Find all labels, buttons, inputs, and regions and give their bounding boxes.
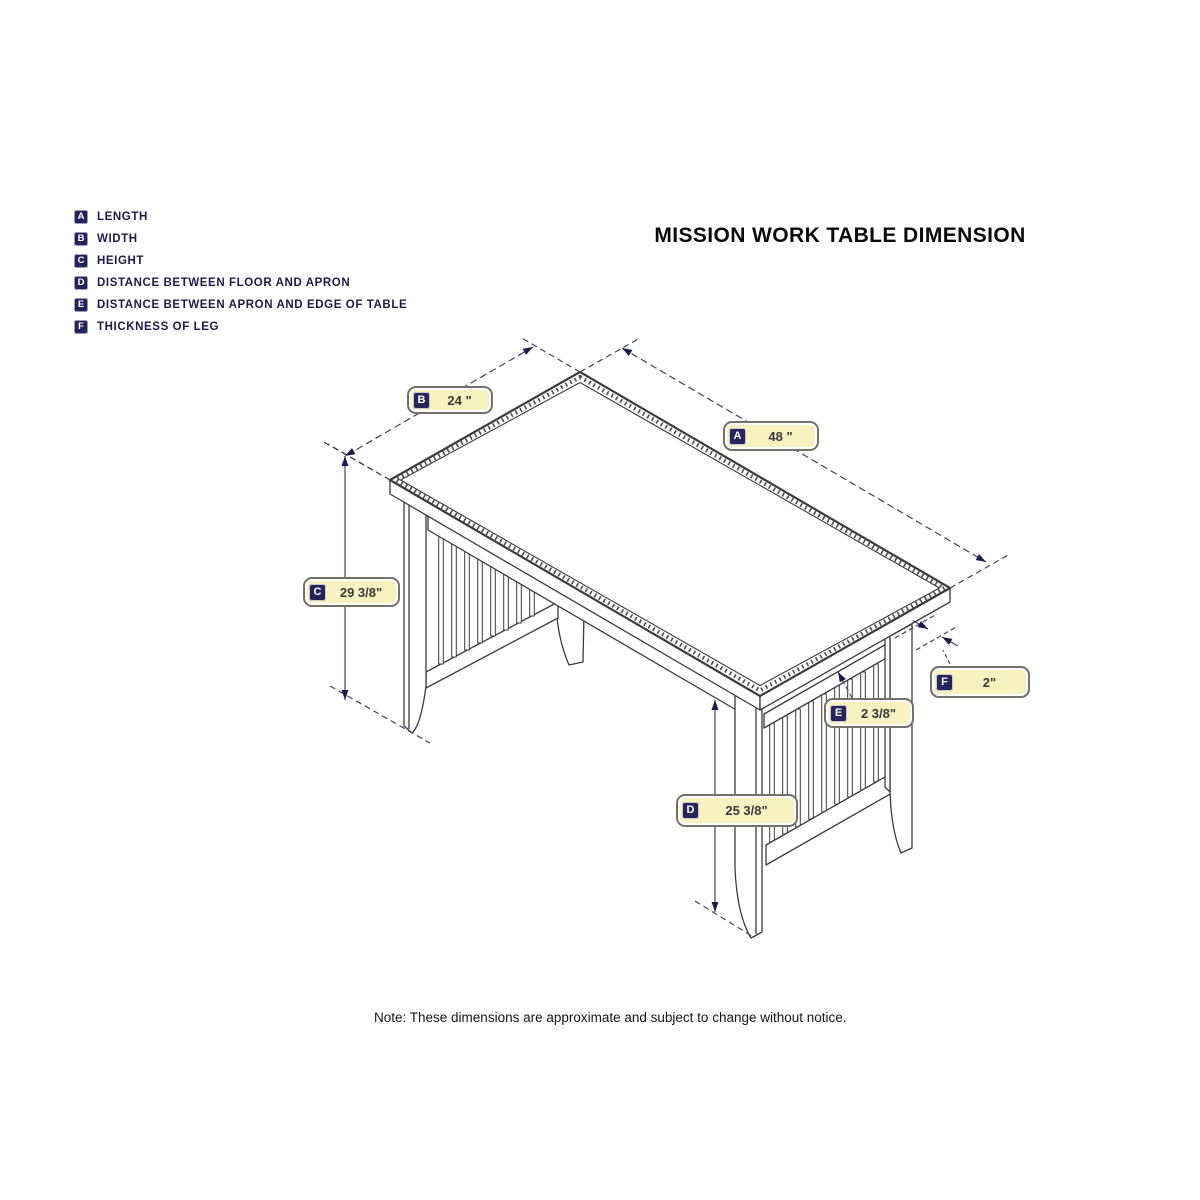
callout-d-floor-apron — [676, 794, 798, 827]
callout-value-d: 25 3/8" — [725, 803, 768, 818]
callout-f-leg-thickness — [930, 666, 1030, 698]
callout-e-apron-gap — [824, 698, 914, 728]
legend-item-c — [74, 250, 407, 272]
legend-item-a — [74, 206, 407, 228]
legend-label-d: DISTANCE BETWEEN FLOOR AND APRON — [97, 277, 351, 289]
left-leg — [404, 492, 426, 733]
callout-value-c: 29 3/8" — [339, 584, 383, 600]
callout-value-b: 24 " — [447, 392, 472, 408]
callout-badge-a: A — [729, 428, 746, 445]
legend-label-c: HEIGHT — [97, 255, 145, 267]
legend-badge-b: B — [74, 232, 88, 246]
callout-badge-e: E — [830, 705, 847, 722]
legend-item-f — [74, 316, 407, 338]
legend-badge-f: F — [74, 320, 88, 334]
footnote: Note: These dimensions are approximate and subject to change without notice. — [374, 1010, 847, 1025]
legend-item-e — [74, 294, 407, 316]
right-leg — [885, 624, 912, 853]
callout-badge-d: D — [682, 802, 699, 819]
legend-item-b — [74, 228, 407, 250]
callout-value-e: 2 3/8" — [860, 705, 897, 721]
legend-label-f: THICKNESS OF LEG — [97, 321, 220, 333]
legend-badge-c: C — [74, 254, 88, 268]
callout-badge-f: F — [936, 674, 953, 691]
legend-label-b: WIDTH — [97, 233, 138, 245]
callout-badge-b: B — [413, 392, 430, 409]
legend-badge-a: A — [74, 210, 88, 224]
callout-value-f: 2" — [982, 674, 997, 690]
legend-label-a: LENGTH — [97, 211, 148, 223]
legend — [74, 206, 407, 338]
page-title: MISSION WORK TABLE DIMENSION — [654, 224, 1026, 247]
callout-badge-c: C — [309, 584, 326, 601]
callout-value-a: 48 " — [768, 428, 793, 444]
callout-a-length — [723, 421, 819, 451]
legend-label-e: DISTANCE BETWEEN APRON AND EDGE OF TABLE — [97, 299, 408, 311]
callout-b-width — [407, 386, 493, 414]
legend-badge-d: D — [74, 276, 88, 290]
legend-item-d — [74, 272, 407, 294]
callout-c-height — [303, 577, 400, 607]
legend-badge-e: E — [74, 298, 88, 312]
